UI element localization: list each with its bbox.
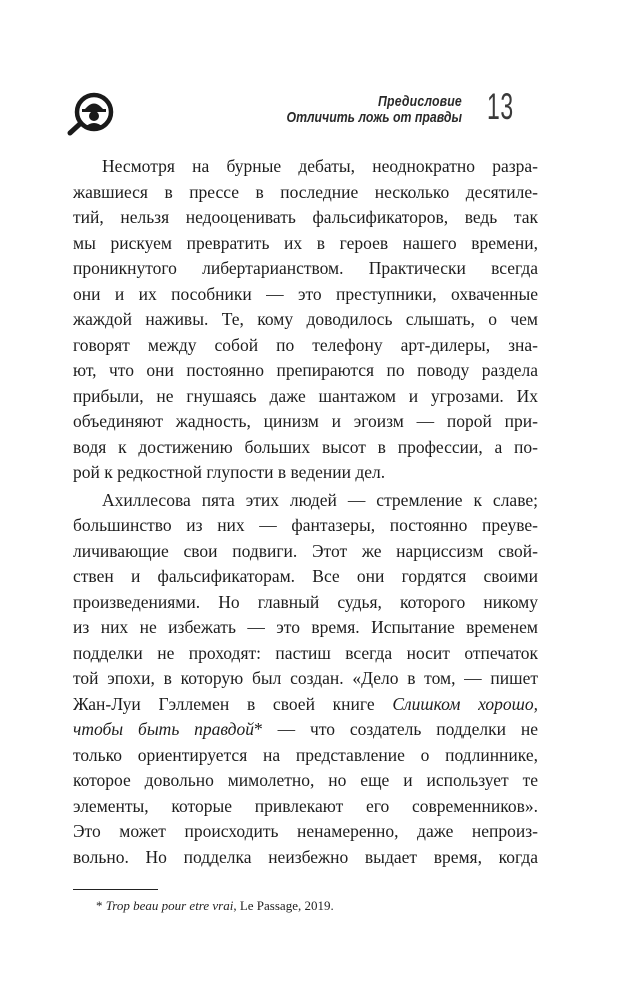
section-title: Предисловие [378, 93, 462, 110]
text-line: произведениями. Но главный судья, которого никому [73, 591, 538, 612]
page-number: 13 [487, 86, 514, 127]
text-line: личивающие свои подвиги. Этот же нарциссизм свой- [73, 540, 538, 561]
text-line: тий, нельзя недооценивать фальсификаторов, ведь так [73, 207, 538, 227]
text-line [73, 692, 538, 718]
footnote-source: , Le Passage, 2019. [233, 898, 334, 913]
text-fragment: Жан-Луи Гэллемен в своей книге [73, 693, 375, 714]
text-line: большинство из них — фантазеры, постоянно преуве- [73, 515, 538, 535]
text-line: той эпохи, в которую был создан. «Дело в том, — пишет [73, 668, 538, 688]
body-text [73, 154, 538, 870]
footnote-marker: * [96, 898, 106, 913]
text-line: прибыли, не гнушаясь даже шантажом и угрозами. Их [73, 385, 538, 406]
text-line: элементы, которые привлекают его современников». [73, 795, 538, 816]
footnote-title: Trop beau pour etre vrai [105, 898, 234, 913]
text-line: которое довольно мимолетно, но еще и использует те [73, 770, 538, 790]
text-line: мы рискуем превратить их в героев нашего времени, [73, 232, 538, 253]
book-title: Слишком хорошо, [392, 693, 538, 714]
text-line: жаждой наживы. Те, кому доводилось слышать, о чем [73, 309, 538, 329]
text-line: проникнутого либертарианством. Практически всегда [73, 258, 538, 278]
paragraph-2 [73, 488, 538, 871]
text-line [73, 717, 538, 743]
text-line: Ахиллесова пята этих людей — стремление к славе; [102, 489, 538, 510]
text-line: Это может происходить ненамеренно, даже непроиз- [73, 821, 538, 841]
text-line: водя к достижению больших высот в профессии, а по- [73, 436, 538, 457]
text-line: вольно. Но подделка неизбежно выдает время, когда [73, 846, 538, 867]
footnote [96, 898, 334, 914]
chapter-title: Отличить ложь от правды [286, 109, 462, 126]
text-fragment: * — что создатель подделки не [254, 719, 538, 739]
running-head [287, 94, 462, 126]
text-line: говорят между собой по телефону арт-дилеры, зна- [73, 334, 538, 355]
text-line: объединяют жадность, цинизм и эгоизм — порой при- [73, 411, 538, 431]
text-line: только ориентируется на представление о подлиннике, [73, 744, 538, 765]
text-line: подделки не проходят: пастиш всегда носит отпечаток [73, 642, 538, 663]
text-line: они и их пособники — это преступники, охваченные [73, 283, 538, 304]
text-line: рой к редкостной глупости в ведении дел. [73, 462, 386, 482]
text-line: ствен и фальсификаторам. Все они гордятся своими [73, 566, 538, 586]
detective-magnifier-icon [66, 92, 118, 136]
text-line: жавшиеся в прессе в последние несколько десятиле- [73, 181, 538, 202]
paragraph-1 [73, 154, 538, 486]
text-line: ют, что они постоянно препираются по поводу раздела [73, 360, 538, 380]
text-line: Несмотря на бурные дебаты, неоднократно разра- [102, 156, 538, 176]
text-line: из них не избежать — это время. Испытание временем [73, 617, 538, 637]
page-header [0, 0, 619, 140]
footnote-divider [73, 889, 158, 890]
book-title: чтобы быть правдой [73, 719, 255, 739]
